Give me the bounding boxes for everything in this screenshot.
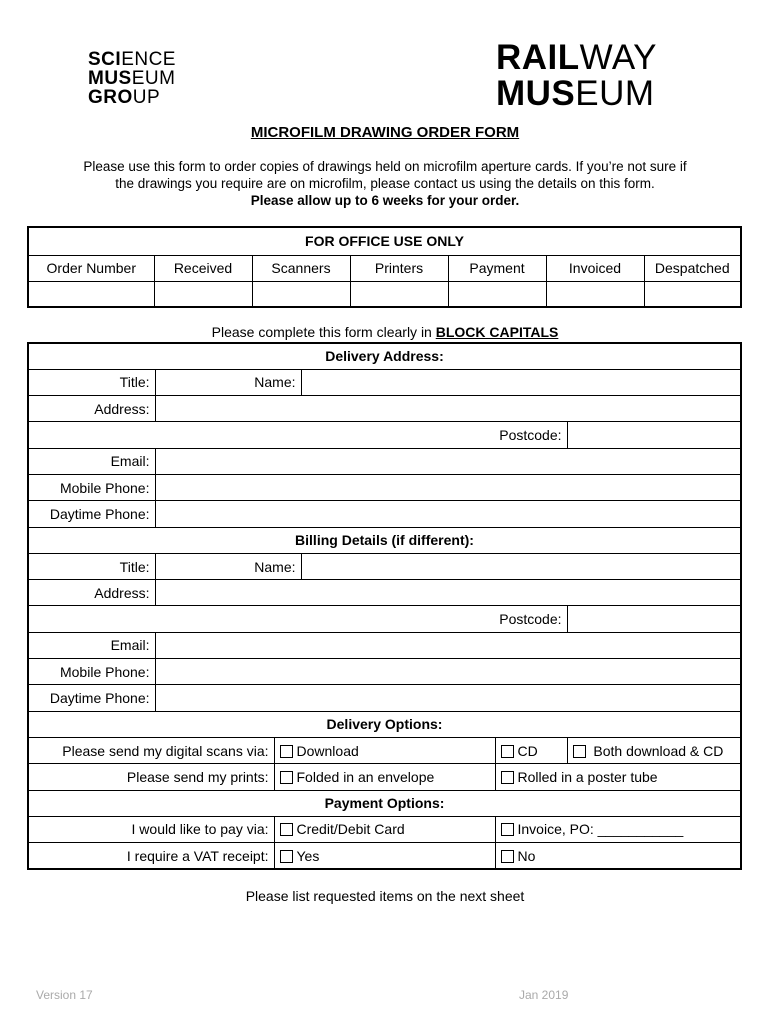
vat-no-checkbox[interactable] <box>501 850 514 863</box>
delivery-mobile-label: Mobile Phone: <box>28 474 155 500</box>
both-checkbox[interactable] <box>573 745 586 758</box>
folded-checkbox[interactable] <box>280 771 293 784</box>
vat-label: I require a VAT receipt: <box>28 843 274 869</box>
delivery-address-label: Address: <box>28 396 155 422</box>
rolled-checkbox[interactable] <box>501 771 514 784</box>
order-form-table <box>27 342 742 870</box>
railway-museum-logo: RAILWAY MUSEUM <box>496 38 657 113</box>
col-invoiced: Invoiced <box>546 255 644 281</box>
science-museum-group-logo: SCIENCE MUSEUM GROUP <box>88 49 176 108</box>
col-order-number: Order Number <box>28 255 154 281</box>
option-both[interactable]: Both download & CD <box>567 737 741 763</box>
option-rolled[interactable]: Rolled in a poster tube <box>495 764 741 790</box>
date-label: Jan 2019 <box>519 988 569 1002</box>
col-payment: Payment <box>448 255 546 281</box>
vat-yes-checkbox[interactable] <box>280 850 293 863</box>
intro-text: Please use this form to order copies of drawings held on microfilm aperture cards. If you’re not sure if the drawings you require are on microfilm, please contact us using the details on this form. Please allow up to 6 weeks for your order. <box>83 159 687 208</box>
delivery-options-heading: Delivery Options: <box>28 711 741 737</box>
billing-address-input[interactable] <box>155 580 741 606</box>
form-title: MICROFILM DRAWING ORDER FORM <box>250 124 520 141</box>
delivery-name-label: Name: <box>155 369 301 395</box>
delivery-daytime-label: Daytime Phone: <box>28 501 155 527</box>
cd-checkbox[interactable] <box>501 745 514 758</box>
pay-via-label: I would like to pay via: <box>28 816 274 842</box>
option-download[interactable]: Download <box>274 737 495 763</box>
delivery-email-label: Email: <box>28 448 155 474</box>
billing-name-input[interactable] <box>301 553 741 579</box>
col-despatched: Despatched <box>644 255 741 281</box>
card-checkbox[interactable] <box>280 823 293 836</box>
billing-mobile-label: Mobile Phone: <box>28 659 155 685</box>
scans-label: Please send my digital scans via: <box>28 737 274 763</box>
col-received: Received <box>154 255 252 281</box>
payment-field[interactable] <box>448 281 546 307</box>
billing-postcode-label: Postcode: <box>28 606 567 632</box>
download-checkbox[interactable] <box>280 745 293 758</box>
option-cd[interactable]: CD <box>495 737 567 763</box>
delivery-postcode-label: Postcode: <box>28 422 567 448</box>
option-invoice[interactable]: Invoice, PO: ___________ <box>495 816 741 842</box>
col-scanners: Scanners <box>252 255 350 281</box>
scanners-field[interactable] <box>252 281 350 307</box>
option-folded[interactable]: Folded in an envelope <box>274 764 495 790</box>
billing-email-input[interactable] <box>155 632 741 658</box>
delivery-mobile-input[interactable] <box>155 474 741 500</box>
despatched-field[interactable] <box>644 281 741 307</box>
delivery-address-heading: Delivery Address: <box>28 343 741 369</box>
billing-mobile-input[interactable] <box>155 659 741 685</box>
billing-name-label: Name: <box>155 553 301 579</box>
invoiced-field[interactable] <box>546 281 644 307</box>
col-printers: Printers <box>350 255 448 281</box>
option-vat-no[interactable]: No <box>495 843 741 869</box>
block-capitals-note: Please complete this form clearly in BLOCK CAPITALS <box>211 324 559 340</box>
invoice-checkbox[interactable] <box>501 823 514 836</box>
prints-label: Please send my prints: <box>28 764 274 790</box>
next-sheet-note: Please list requested items on the next sheet <box>245 888 525 904</box>
office-use-table <box>27 226 742 308</box>
payment-options-heading: Payment Options: <box>28 790 741 816</box>
delivery-name-input[interactable] <box>301 369 741 395</box>
billing-address-label: Address: <box>28 580 155 606</box>
billing-daytime-input[interactable] <box>155 685 741 711</box>
delivery-email-input[interactable] <box>155 448 741 474</box>
delivery-address-input[interactable] <box>155 396 741 422</box>
billing-details-heading: Billing Details (if different): <box>28 527 741 553</box>
billing-daytime-label: Daytime Phone: <box>28 685 155 711</box>
received-field[interactable] <box>154 281 252 307</box>
delivery-title-label: Title: <box>28 369 155 395</box>
option-card[interactable]: Credit/Debit Card <box>274 816 495 842</box>
order-number-field[interactable] <box>28 281 154 307</box>
delivery-daytime-input[interactable] <box>155 501 741 527</box>
version-label: Version 17 <box>36 988 93 1002</box>
billing-email-label: Email: <box>28 632 155 658</box>
delivery-postcode-input[interactable] <box>567 422 741 448</box>
billing-postcode-input[interactable] <box>567 606 741 632</box>
billing-title-label: Title: <box>28 553 155 579</box>
office-use-heading: FOR OFFICE USE ONLY <box>28 227 741 255</box>
printers-field[interactable] <box>350 281 448 307</box>
option-vat-yes[interactable]: Yes <box>274 843 495 869</box>
